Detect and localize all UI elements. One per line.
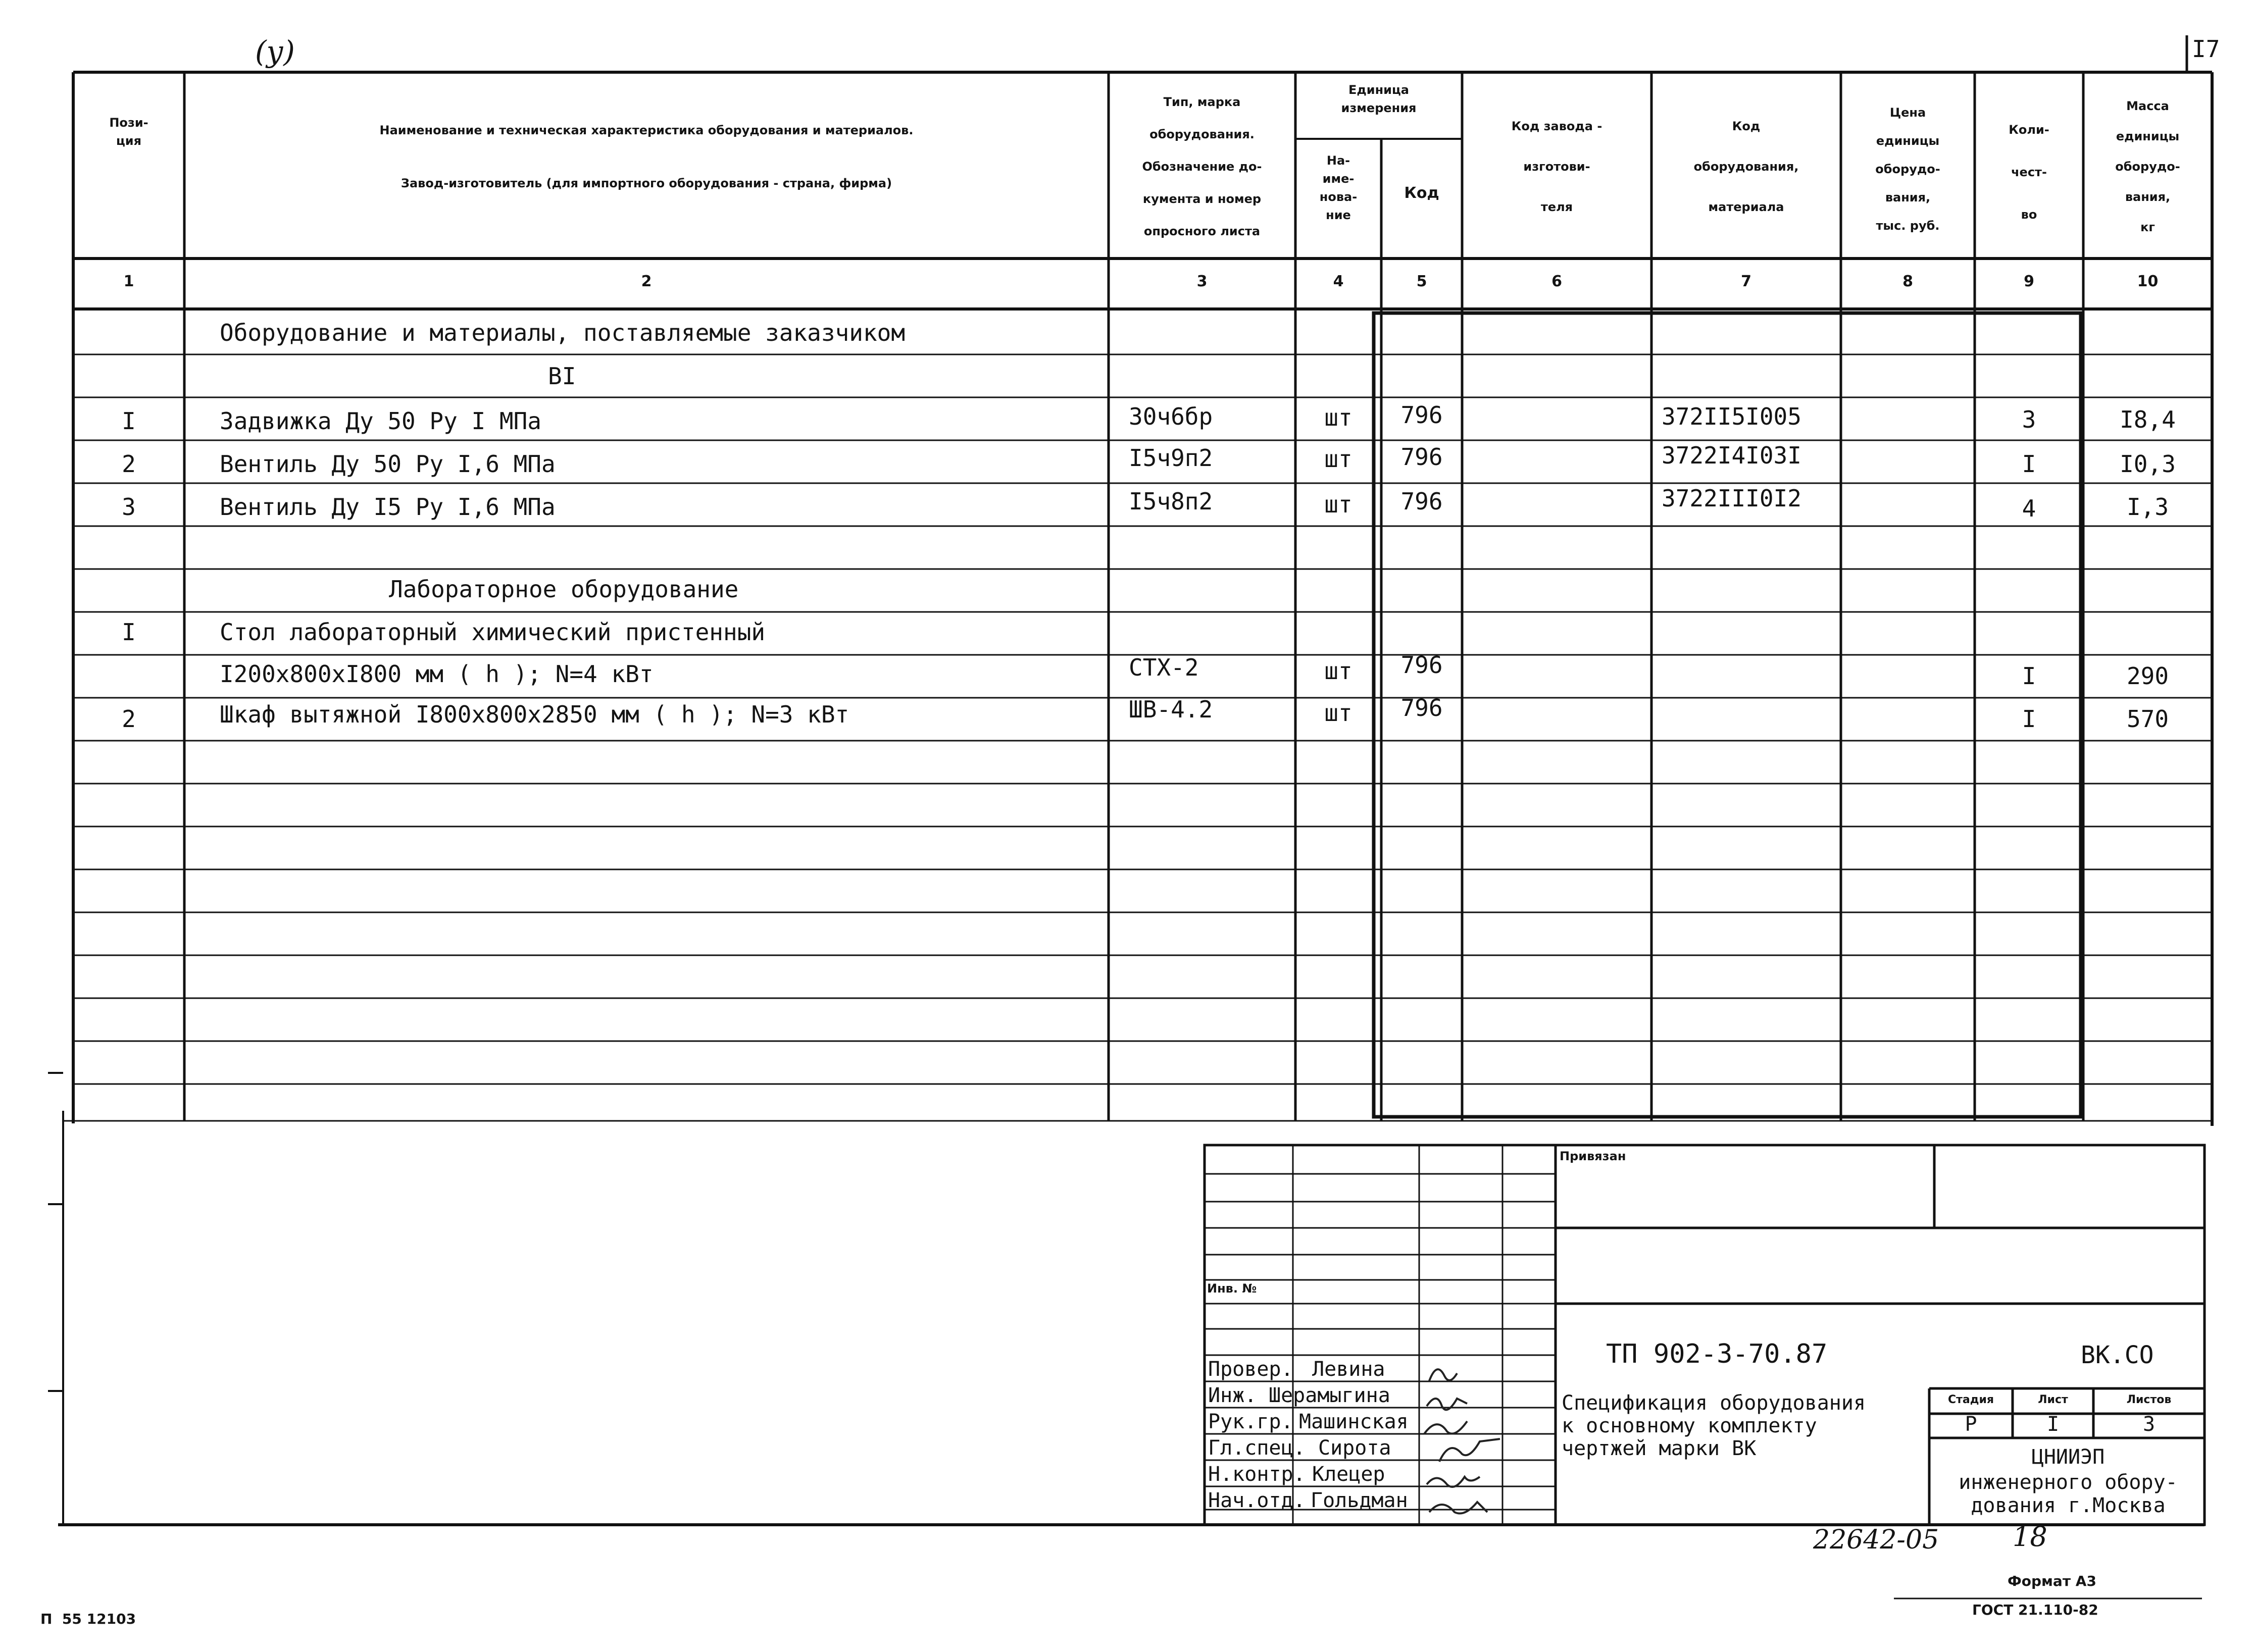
tb-signer-role: Н.контр. — [1208, 1463, 1306, 1486]
header-quantity: Коли- чест- во — [2009, 123, 2049, 222]
table-cell-code: 3722I4I03I — [1662, 442, 1801, 469]
column-number-2: 2 — [641, 273, 652, 290]
header-equipment-code: Код оборудования, материала — [1693, 119, 1799, 214]
table-cell-unit-code: 796 — [1400, 401, 1443, 429]
tb-signer-name: Сирота — [1318, 1436, 1391, 1460]
header-maker-code: Код завода - изготови- теля — [1511, 119, 1602, 214]
table-cell-unit-code: 796 — [1400, 694, 1443, 721]
table-cell-unit: шт — [1324, 699, 1352, 727]
table-cell-name: I200x800xI800 мм ( h ); N=4 кВт — [220, 660, 654, 688]
archive-number: 22642-05 — [1813, 1525, 1939, 1555]
table-cell-name: Стол лабораторный химический пристенный — [220, 618, 766, 646]
tb-signer-role: Провер. — [1208, 1358, 1293, 1381]
tb-title-line: Спецификация оборудования — [1562, 1391, 1866, 1415]
header-unit-code: Код — [1404, 184, 1439, 202]
column-number-3: 3 — [1196, 273, 1208, 290]
table-cell-quantity: I — [2022, 662, 2036, 690]
table-cell-mass: I,3 — [2126, 493, 2169, 521]
header-name-line1: Наименование и техническая характеристика оборудования и материалов. — [379, 123, 914, 137]
tb-sheet-label: Лист — [2038, 1393, 2068, 1406]
signature-marks — [1419, 1358, 1561, 1525]
tb-stage-value: Р — [1965, 1413, 1977, 1436]
table-cell-unit: шт — [1324, 657, 1352, 685]
tb-signer-name: Гольдман — [1311, 1489, 1408, 1512]
table-cell-unit: шт — [1324, 404, 1352, 431]
archive-sheet: 18 — [2013, 1521, 2047, 1553]
tb-inv-no-label: Инв. № — [1207, 1281, 1257, 1296]
column-number-4: 4 — [1333, 273, 1344, 290]
format-label: Формат А3 — [2008, 1573, 2096, 1589]
table-cell-unit-code: 796 — [1400, 443, 1443, 471]
header-type: Тип, марка оборудования. Обозначение до- кумента и номер опросного листа — [1142, 95, 1262, 238]
table-cell-name: Шкаф вытяжной I800x800x2850 мм ( h ); N=3 кВт — [220, 701, 849, 728]
corner-mark: (у) — [255, 34, 295, 69]
table-cell-name: Оборудование и материалы, поставляемые заказчиком — [220, 319, 906, 346]
column-number-1: 1 — [123, 273, 134, 290]
table-cell-type: I5ч9п2 — [1129, 444, 1213, 472]
table-cell-unit-code: 796 — [1400, 651, 1443, 679]
table-cell-name: Лабораторное оборудование — [389, 576, 739, 603]
column-number-7: 7 — [1741, 273, 1751, 290]
tb-sheets-label: Листов — [2126, 1393, 2172, 1406]
header-unit-group: Единица измерения — [1341, 83, 1417, 115]
table-cell-position: 2 — [122, 450, 136, 478]
tb-org-line: дования г.Москва — [1971, 1494, 2166, 1517]
table-cell-unit-code: 796 — [1400, 488, 1443, 515]
tb-signer-name: Машинская — [1299, 1410, 1409, 1433]
table-cell-name: Задвижка Ду 50 Ру I МПа — [220, 407, 541, 435]
header-position: Пози- ция — [109, 116, 148, 148]
table-cell-position: 3 — [122, 493, 136, 521]
table-cell-type: I5ч8п2 — [1129, 488, 1213, 515]
table-cell-mass: I8,4 — [2120, 406, 2176, 433]
table-cell-quantity: I — [2022, 705, 2036, 733]
tb-title-line: к основному комплекту — [1562, 1414, 1817, 1437]
tb-signer-role: Инж. — [1208, 1384, 1257, 1407]
header-unit-name: На- име- нова- ние — [1319, 153, 1358, 222]
tb-title-line: чертжей марки ВК — [1562, 1437, 1757, 1460]
tb-sheets-value: 3 — [2142, 1413, 2156, 1436]
tb-org-line: ЦНИИЭП — [2031, 1446, 2105, 1469]
tb-signer-role: Гл.спец. — [1208, 1436, 1306, 1460]
header-price: Цена единицы оборудо- вания, тыс. руб. — [1875, 106, 1940, 233]
table-cell-mass: 290 — [2126, 662, 2169, 690]
table-cell-mass: I0,3 — [2120, 450, 2176, 478]
inventory-code: П 55 12103 — [40, 1611, 136, 1627]
tb-org-line: инженерного обору- — [1959, 1471, 2178, 1494]
table-cell-quantity: 3 — [2022, 406, 2036, 433]
table-cell-quantity: I — [2022, 450, 2036, 478]
tb-signer-role: Нач.отд. — [1208, 1489, 1306, 1512]
gost-label: ГОСТ 21.110-82 — [1972, 1602, 2098, 1618]
table-cell-position: I — [122, 618, 136, 646]
table-cell-unit: шт — [1324, 445, 1352, 473]
tb-doc-code: ТП 902-3-70.87 — [1606, 1339, 1828, 1369]
table-cell-name: BI — [548, 363, 576, 390]
table-cell-type: ШВ-4.2 — [1129, 696, 1213, 723]
tb-sheet-value: I — [2046, 1413, 2060, 1436]
table-cell-quantity: 4 — [2022, 495, 2036, 522]
tb-signer-name: Шерамыгина — [1269, 1384, 1390, 1407]
column-number-10: 10 — [2137, 273, 2159, 290]
column-number-6: 6 — [1551, 273, 1562, 290]
table-cell-unit: шт — [1324, 491, 1352, 518]
table-cell-type: 30ч6бр — [1129, 403, 1213, 430]
table-cell-code: 3722III0I2 — [1662, 485, 1801, 512]
tb-signer-name: Клецер — [1312, 1463, 1385, 1486]
table-cell-name: Вентиль Ду 50 Ру I,6 МПа — [220, 450, 556, 478]
table-cell-code: 372II5I005 — [1662, 403, 1801, 430]
sheet-number-top: I7 — [2192, 35, 2220, 63]
header-mass: Масса единицы оборудо- вания, кг — [2115, 99, 2180, 234]
table-cell-name: Вентиль Ду I5 Ру I,6 МПа — [220, 493, 556, 521]
table-cell-type: СТХ-2 — [1129, 654, 1199, 681]
tb-mark: ВК.СО — [2081, 1341, 2154, 1369]
tb-signer-name: Левина — [1312, 1358, 1385, 1381]
column-number-8: 8 — [1902, 273, 1913, 290]
table-cell-position: I — [122, 407, 136, 435]
table-cell-mass: 570 — [2126, 705, 2169, 733]
tb-stage-label: Стадия — [1947, 1393, 1994, 1406]
tb-signer-role: Рук.гр. — [1208, 1410, 1293, 1433]
header-name-line2: Завод-изготовитель (для импортного оборудования - страна, фирма) — [400, 176, 892, 190]
column-number-5: 5 — [1416, 273, 1427, 290]
column-number-9: 9 — [2024, 273, 2034, 290]
tb-privyazan-label: Привязан — [1560, 1149, 1626, 1163]
table-cell-position: 2 — [122, 705, 136, 733]
